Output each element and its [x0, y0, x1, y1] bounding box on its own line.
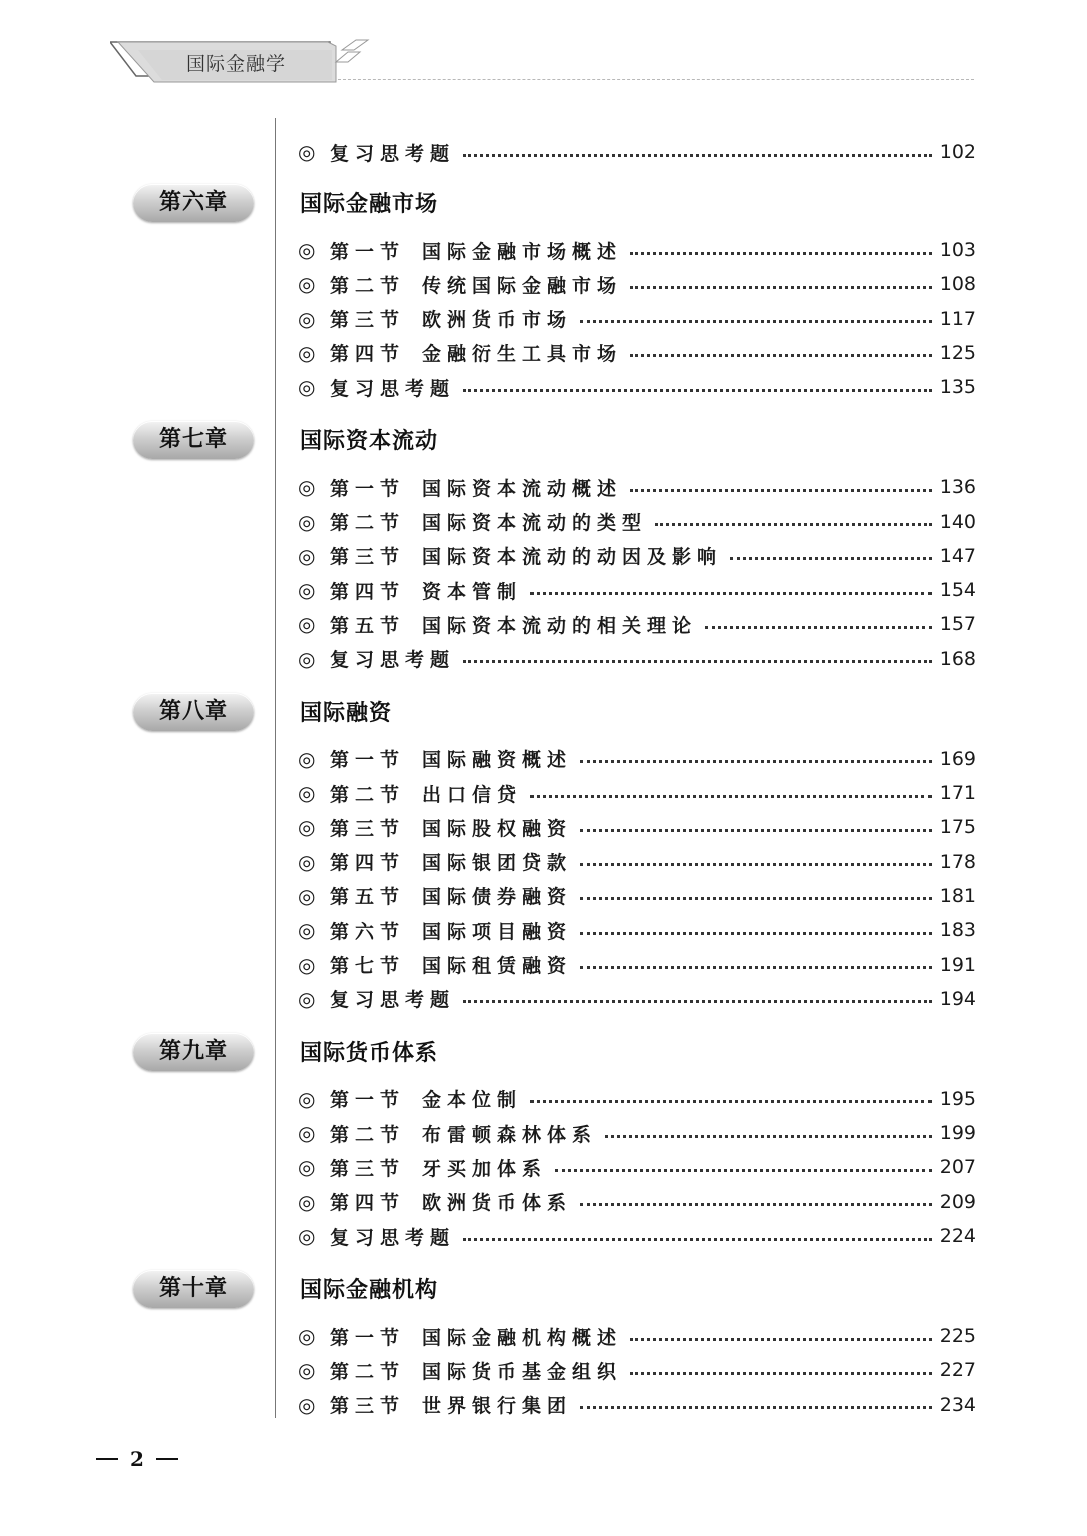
bullet-circle-icon: ◎ [298, 578, 316, 603]
bullet-circle-icon: ◎ [298, 849, 316, 874]
header-dashed-rule [338, 79, 974, 80]
toc-section-number: 第二节 [330, 512, 406, 534]
dot-leader [555, 1169, 932, 1172]
dot-leader [463, 1238, 932, 1241]
dot-leader [580, 897, 932, 900]
chapter-title: 国际货币体系 [300, 1040, 439, 1066]
bullet-circle-icon: ◎ [298, 543, 316, 568]
toc-page-number: 181 [939, 884, 976, 907]
bullet-circle-icon: ◎ [298, 375, 316, 400]
chapter-badge: 第六章 [133, 184, 254, 222]
dot-leader [630, 489, 932, 492]
toc-entry [298, 235, 976, 265]
toc-entry [298, 1221, 976, 1251]
dot-leader [605, 1135, 932, 1138]
toc-page-number: 225 [939, 1325, 976, 1347]
page-number: 2 [130, 1447, 144, 1471]
toc-section-title: 国际租赁融资 [422, 955, 573, 977]
toc-entry [298, 372, 976, 402]
toc-entry [298, 881, 976, 911]
toc-page-number: 227 [939, 1359, 976, 1382]
toc-page-number: 168 [939, 647, 976, 670]
toc-section-number: 第三节 [330, 546, 406, 569]
bullet-circle-icon: ◎ [298, 509, 316, 534]
bullet-circle-icon: ◎ [298, 272, 316, 297]
toc-section-title: 国际项目融资 [422, 920, 573, 943]
toc-entry [298, 950, 976, 980]
toc-entry [298, 269, 976, 299]
toc-section-title: 国际资本流动的类型 [422, 512, 648, 534]
toc-page-number: 102 [939, 141, 976, 163]
toc-entry [298, 778, 976, 808]
toc-entry [298, 1355, 976, 1385]
dot-leader [580, 1203, 932, 1206]
dot-leader [580, 966, 932, 969]
dot-leader [655, 523, 932, 526]
toc-page-number: 147 [939, 544, 976, 567]
toc-page-number: 157 [939, 613, 976, 636]
bullet-circle-icon: ◎ [298, 140, 316, 164]
page-footer [96, 1447, 178, 1471]
toc-page-number: 136 [939, 476, 976, 499]
dot-leader [580, 1406, 932, 1409]
dot-leader [630, 286, 932, 289]
book-title: 国际金融学 [186, 53, 287, 75]
dot-leader [630, 1372, 932, 1375]
toc-entry [298, 541, 976, 571]
bullet-circle-icon: ◎ [298, 1392, 316, 1417]
toc-page-number: 234 [939, 1393, 976, 1416]
toc-entry [298, 744, 976, 774]
bullet-circle-icon: ◎ [298, 1121, 316, 1146]
dot-leader [580, 320, 932, 323]
toc-section-title: 欧洲货币市场 [422, 309, 573, 332]
toc-section-number: 第五节 [330, 886, 406, 909]
toc-page-number: 169 [939, 747, 976, 770]
running-header [110, 36, 970, 88]
dot-leader [580, 863, 932, 866]
toc-section-number: 第四节 [330, 1192, 406, 1215]
bullet-circle-icon: ◎ [298, 1086, 316, 1111]
chapter-badge: 第十章 [133, 1270, 254, 1308]
toc-section-number: 第五节 [330, 614, 406, 637]
dot-leader [630, 252, 932, 255]
chapter-title: 国际资本流动 [300, 429, 439, 455]
dot-leader [463, 1000, 932, 1003]
dot-leader [530, 1100, 932, 1103]
toc-section-title: 复习思考题 [330, 649, 456, 672]
dot-leader [463, 154, 932, 157]
bullet-circle-icon: ◎ [298, 238, 316, 262]
toc-section-title: 国际金融机构概述 [422, 1326, 623, 1349]
toc-section-number: 第四节 [330, 852, 406, 875]
toc-entry [298, 1390, 976, 1420]
bullet-circle-icon: ◎ [298, 952, 316, 977]
toc-entry [298, 984, 976, 1014]
toc-page-number: 224 [939, 1225, 976, 1247]
footer-dash-right [156, 1458, 178, 1460]
bullet-circle-icon: ◎ [298, 1189, 316, 1214]
dot-leader [580, 932, 932, 935]
toc-entry [298, 812, 976, 842]
bullet-circle-icon: ◎ [298, 1224, 316, 1248]
dot-leader [730, 557, 932, 560]
chapter-badge: 第八章 [133, 693, 254, 731]
vertical-divider [275, 118, 276, 1418]
toc-page-number: 178 [939, 850, 976, 873]
toc-entry [298, 915, 976, 945]
toc-section-title: 复习思考题 [330, 989, 456, 1012]
toc-entry [298, 1084, 976, 1114]
bullet-circle-icon: ◎ [298, 1358, 316, 1383]
dot-leader [630, 354, 932, 357]
toc-page-number: 207 [939, 1156, 976, 1179]
toc-page-number: 108 [939, 273, 976, 296]
bullet-circle-icon: ◎ [298, 306, 316, 331]
dot-leader [630, 1338, 932, 1341]
toc-section-title: 国际股权融资 [422, 817, 573, 840]
toc-section-number: 第一节 [330, 1326, 406, 1349]
chapter-title: 国际金融机构 [300, 1278, 439, 1303]
toc-entry [298, 338, 976, 368]
toc-section-number: 第二节 [330, 783, 406, 806]
toc-section-title: 金融衍生工具市场 [422, 343, 623, 366]
toc-section-title: 欧洲货币体系 [422, 1192, 573, 1215]
toc-entry [298, 1152, 976, 1182]
bullet-circle-icon: ◎ [298, 883, 316, 908]
bullet-circle-icon: ◎ [298, 746, 316, 771]
toc-section-title: 国际债券融资 [422, 886, 573, 909]
toc-section-number: 第二节 [330, 274, 406, 297]
toc-section-number: 第六节 [330, 920, 406, 943]
bullet-circle-icon: ◎ [298, 612, 316, 637]
toc-page-number: 171 [939, 782, 976, 804]
toc-section-number: 第一节 [330, 240, 406, 263]
toc-section-title: 金本位制 [422, 1089, 523, 1112]
toc-section-title: 牙买加体系 [422, 1157, 548, 1180]
toc-entry [298, 472, 976, 502]
chapter-title: 国际金融市场 [300, 192, 439, 217]
toc-section-title: 国际货币基金组织 [422, 1360, 623, 1383]
toc-section-title: 资本管制 [422, 580, 523, 603]
toc-page-number: 125 [939, 341, 976, 364]
toc-section-title: 复习思考题 [330, 377, 456, 400]
toc-section-number: 第一节 [330, 477, 406, 500]
toc-section-number: 第三节 [330, 817, 406, 840]
toc-section-number: 第三节 [330, 1395, 406, 1418]
toc-page-number: 135 [939, 376, 976, 399]
toc-section-number: 第二节 [330, 1123, 406, 1146]
toc-page-number: 195 [939, 1087, 976, 1110]
toc-entry [298, 644, 976, 674]
bullet-circle-icon: ◎ [298, 815, 316, 840]
toc-page-number: 154 [939, 579, 976, 602]
toc-entry [298, 507, 976, 537]
chapter-badge: 第九章 [133, 1033, 254, 1071]
toc-page-number: 209 [939, 1190, 976, 1213]
bullet-circle-icon: ◎ [298, 475, 316, 500]
toc-section-title: 国际银团贷款 [422, 852, 573, 875]
toc-section-number: 第四节 [330, 580, 406, 603]
toc-section-number: 第三节 [330, 1157, 406, 1180]
toc-section-title: 复习思考题 [330, 142, 456, 165]
dot-leader [463, 389, 932, 392]
toc-page-number: 194 [939, 987, 976, 1010]
toc-page-number: 175 [939, 816, 976, 839]
toc-entry [298, 304, 976, 334]
footer-dash-left [96, 1458, 118, 1460]
dot-leader [530, 592, 932, 595]
toc-section-title: 国际资本流动的动因及影响 [422, 546, 723, 569]
dot-leader [705, 626, 932, 629]
toc-entry [298, 1118, 976, 1148]
dot-leader [530, 795, 932, 798]
toc-section-number: 第四节 [330, 343, 406, 366]
toc-entry [298, 609, 976, 639]
toc-page-number: 140 [939, 510, 976, 533]
toc-section-number: 第三节 [330, 309, 406, 332]
toc-section-title: 国际融资概述 [422, 749, 573, 772]
toc-entry [298, 847, 976, 877]
toc-section-title: 世界银行集团 [422, 1395, 573, 1418]
toc-entry [298, 137, 976, 167]
toc-section-title: 国际资本流动的相关理论 [422, 614, 698, 637]
chapter-badge: 第七章 [133, 421, 254, 459]
toc-section-number: 第二节 [330, 1360, 406, 1383]
toc-section-title: 国际资本流动概述 [422, 477, 623, 500]
toc-entry [298, 1187, 976, 1217]
bullet-circle-icon: ◎ [298, 340, 316, 365]
bullet-circle-icon: ◎ [298, 646, 316, 671]
bullet-circle-icon: ◎ [298, 986, 316, 1011]
dot-leader [580, 760, 932, 763]
toc-section-title: 复习思考题 [330, 1226, 456, 1249]
toc-section-number: 第七节 [330, 955, 406, 977]
toc-page-number: 103 [939, 239, 976, 261]
toc-section-title: 出口信贷 [422, 783, 523, 806]
dot-leader [463, 660, 932, 663]
toc-entry [298, 1321, 976, 1351]
toc-section-title: 传统国际金融市场 [422, 274, 623, 297]
bullet-circle-icon: ◎ [298, 1324, 316, 1348]
toc-page-number: 199 [939, 1122, 976, 1145]
toc-section-number: 第一节 [330, 1089, 406, 1112]
toc-section-title: 国际金融市场概述 [422, 240, 623, 263]
toc-section-number: 第一节 [330, 749, 406, 772]
toc-section-title: 布雷顿森林体系 [422, 1123, 598, 1146]
bullet-circle-icon: ◎ [298, 918, 316, 943]
toc-page-number: 117 [939, 307, 976, 330]
toc-page-number: 191 [939, 953, 976, 976]
toc-page-number: 183 [939, 919, 976, 942]
bullet-circle-icon: ◎ [298, 781, 316, 805]
dot-leader [580, 829, 932, 832]
toc-entry [298, 575, 976, 605]
chapter-title: 国际融资 [300, 700, 393, 726]
bullet-circle-icon: ◎ [298, 1155, 316, 1180]
